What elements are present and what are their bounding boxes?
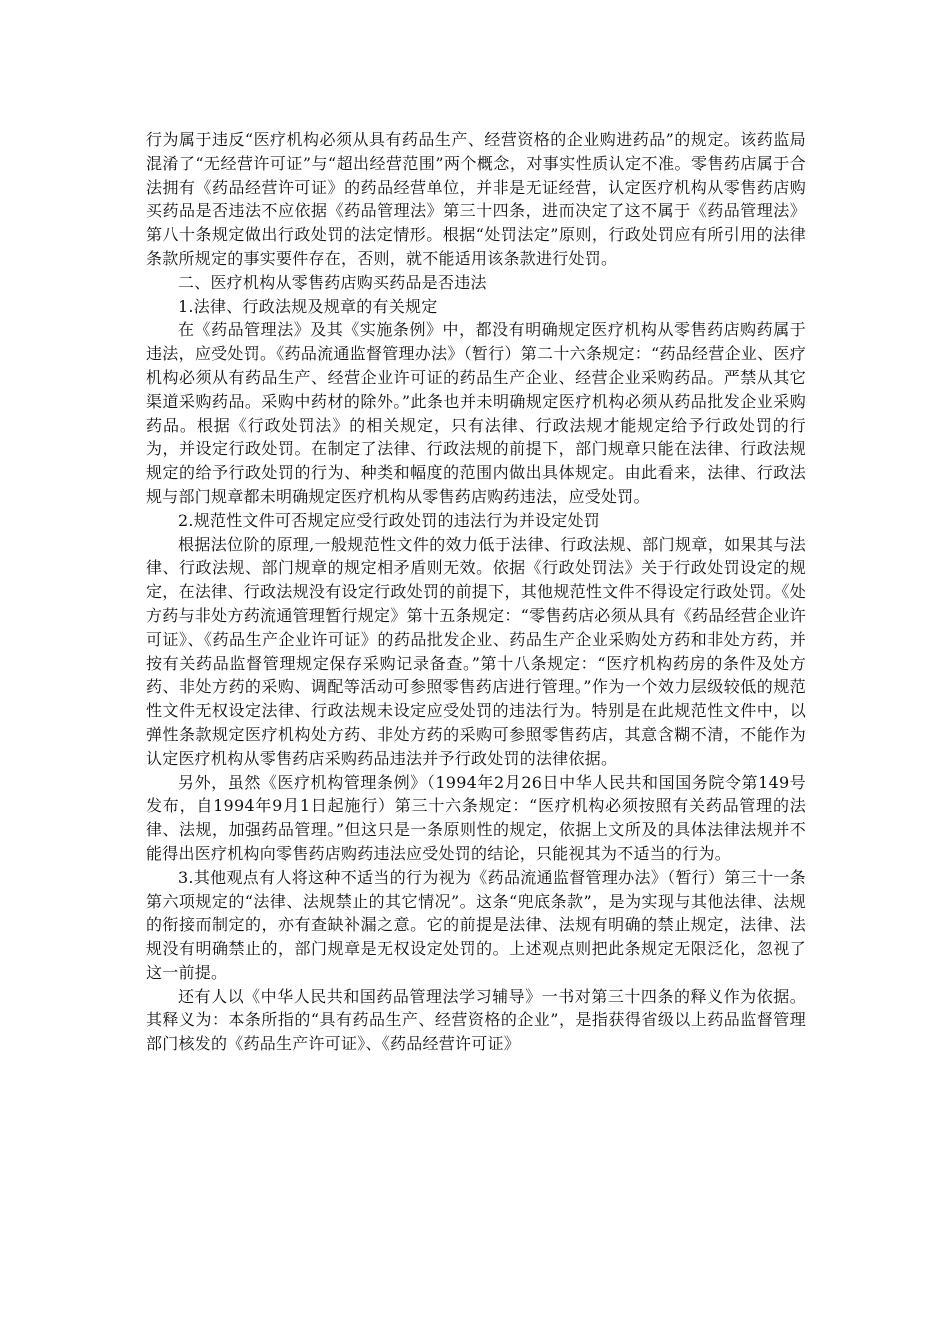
paragraph-interpretation: 还有人以《中华人民共和国药品管理法学习辅导》一书对第三十四条的释义作为依据。其释义为：本条所指的“具有药品生产、经营资格的企业”，是指获得省级以上药品监督管理部门核发的《药品生产许可证》、《药品经营许可证》 xyxy=(146,986,806,1054)
paragraph-laws: 在《药品管理法》及其《实施条例》中，都没有明确规定医疗机构从零售药店购药属于违法，应受处罚。《药品流通监督管理办法》（暂行）第二十六条规定：“药品经营企业、医疗机构必须从有药品生产、经营企业许可证的药品生产企业、经营企业采购药品。严禁从其它渠道采购药品。采购中药材的除外。”此条也并未明确规定医疗机构必须从药品批发企业采购药品。根据《行政处罚法》的相关规定，只有法律、行政法规才能规定给予行政处罚的行为，并设定行政处罚。在制定了法律、行政法规的前提下，部门规章只能在法律、行政法规规定的给予行政处罚的行为、种类和幅度的范围内做出具体规定。由此看来，法律、行政法规与部门规章都未明确规定医疗机构从零售药店购药违法，应受处罚。 xyxy=(146,320,806,506)
paragraph-1: 行为属于违反“医疗机构必须从具有药品生产、经营资格的企业购进药品”的规定。该药监局混淆了“无经营许可证”与“超出经营范围”两个概念，对事实性质认定不准。零售药店属于合法拥有《药品经营许可证》的药品经营单位，并非是无证经营，认定医疗机构从零售药店购买药品是否违法不应依据《药品管理法》第三十四条，进而决定了这不属于《药品管理法》第八十条规定做出行政处罚的法定情形。根据“处罚法定”原则，行政处罚应有所引用的法律条款所规定的事实要件存在，否则，就不能适用该条款进行处罚。 xyxy=(146,130,806,268)
section-heading-2: 二、医疗机构从零售药店购买药品是否违法 xyxy=(178,272,487,292)
paragraph-regulation: 另外，虽然《医疗机构管理条例》（1994年2月26日中华人民共和国国务院令第149号发布，自1994年9月1日起施行）第三十六条规定：“医疗机构必须按照有关药品管理的法律、法规，加强药品管理。”但这只是一条原则性的规定，依据上文所及的具体法律法规并不能得出医疗机构向零售药店购药违法应受处罚的结论，只能视其为不适当的行为。 xyxy=(146,772,806,863)
paragraph-other-views: 3.其他观点有人将这种不适当的行为视为《药品流通监督管理办法》（暂行）第三十一条第六项规定的“法律、法规禁止的其它情况”。这条“兜底条款”，是为实现与其他法律、法规的衔接而制定的，亦有查缺补漏之意。它的前提是法律、法规有明确的禁止规定，法律、法规没有明确禁止的，部门规章是无权设定处罚的。上述观点则把此条规定无限泛化，忽视了这一前提。 xyxy=(146,867,806,982)
subsection-heading-1: 1.法律、行政法规及规章的有关规定 xyxy=(178,296,438,316)
subsection-heading-2: 2.规范性文件可否规定应受行政处罚的违法行为并设定处罚 xyxy=(178,510,601,530)
document-page xyxy=(146,128,806,1056)
paragraph-normative-docs: 根据法位阶的原理,一般规范性文件的效力低于法律、行政法规、部门规章，如果其与法律、行政法规、部门规章的规定相矛盾则无效。依据《行政处罚法》关于行政处罚设定的规定，在法律、行政法规没有设定行政处罚的前提下，其他规范性文件不得设定行政处罚。《处方药与非处方药流通管理暂行规定》第十五条规定：“零售药店必须从具有《药品经营企业许可证》、《药品生产企业许可证》的药品批发企业、药品生产企业采购处方药和非处方药，并按有关药品监督管理规定保存采购记录备查。”第十八条规定：“医疗机构药房的条件及处方药、非处方药的采购、调配等活动可参照零售药店进行管理。”作为一个效力层级较低的规范性文件无权设定法律、行政法规未设定应受处罚的违法行为。特别是在此规范性文件中，以弹性条款规定医疗机构处方药、非处方药的采购可参照零售药店，其意含糊不清，不能作为认定医疗机构从零售药店采购药品违法并予行政处罚的法律依据。 xyxy=(146,534,806,768)
